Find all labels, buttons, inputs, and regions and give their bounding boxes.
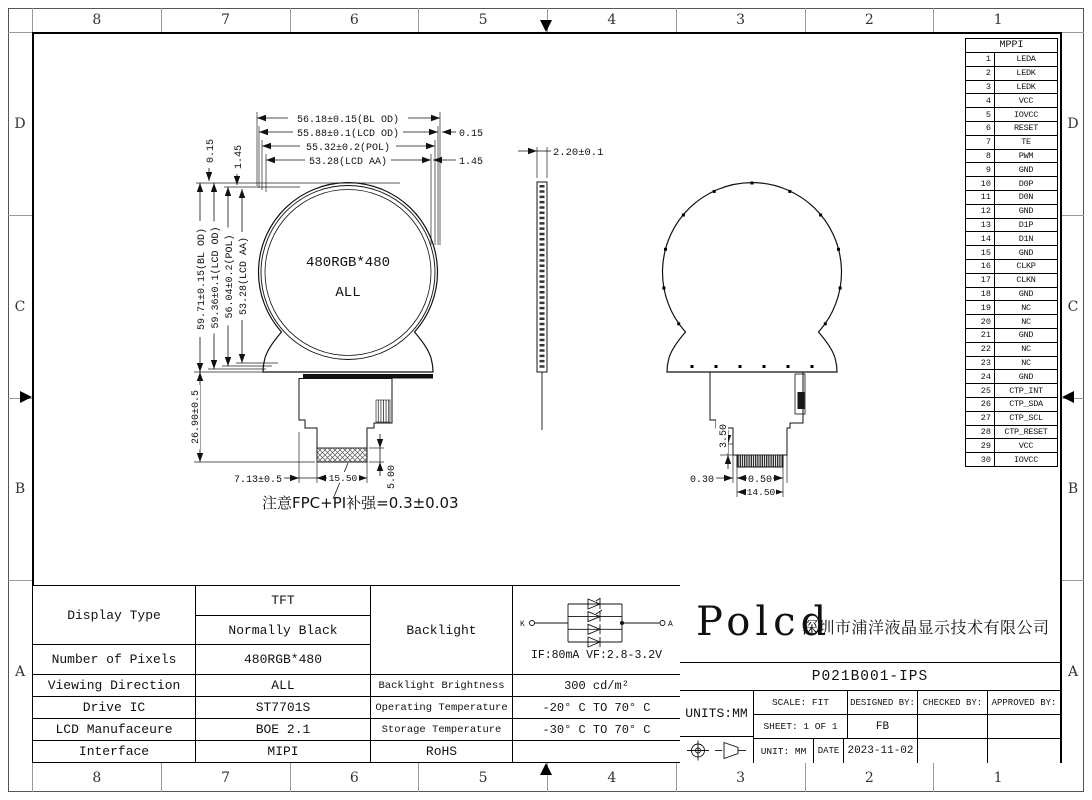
- designed-by-cell: DESIGNED BY:: [847, 690, 917, 714]
- pin-row: [966, 246, 1057, 260]
- pin-signal-name: LEDA: [1016, 54, 1036, 65]
- side-view: [518, 147, 603, 430]
- spec-st-temp-value: -30° C TO 70° C: [513, 719, 681, 741]
- spec-rohs-value: [513, 741, 681, 763]
- spec-op-temp-value: -20° C TO 70° C: [513, 697, 681, 719]
- pin-signal-name: GND: [1018, 247, 1034, 258]
- date-label-cell: DATE: [813, 738, 843, 763]
- backlight-spec-text: IF:80mA VF:2.8-3.2V: [530, 649, 663, 663]
- sheet-cell: SHEET: 1 OF 1: [753, 714, 847, 738]
- front-fpc-stiffener: [317, 448, 367, 462]
- pin-signal-name: NC: [1021, 357, 1031, 368]
- dim-bl-od-height: 59.71±0.15(BL OD): [197, 227, 208, 331]
- pin-number: 7: [966, 136, 995, 149]
- spec-manufacture-label: LCD Manufaceure: [33, 719, 196, 741]
- pin-number: 17: [966, 274, 995, 287]
- pin-table-title: MPPI: [966, 39, 1057, 53]
- pin-number: 10: [966, 177, 995, 190]
- pin-signal-name: D1N: [1018, 233, 1034, 244]
- dim-edge-right: 0.50: [747, 475, 773, 486]
- pin-signal-name: LEDK: [1016, 81, 1036, 92]
- back-view: [662, 182, 841, 499]
- spec-brightness-value: 300 cd/m²: [513, 675, 681, 697]
- pin-signal-name: GND: [1018, 371, 1034, 382]
- pin-number: 6: [966, 122, 995, 135]
- spec-rohs-label: RoHS: [371, 741, 513, 763]
- pin-number: 28: [966, 426, 995, 439]
- front-view: [188, 112, 483, 512]
- back-glass-outline: [663, 183, 842, 372]
- zone-number: 7: [161, 8, 290, 32]
- pin-number: 8: [966, 150, 995, 163]
- spec-brightness-label: Backlight Brightness: [371, 675, 513, 697]
- dim-lcd-od-height: 59.36±0.1(LCD OD): [211, 226, 222, 329]
- spec-pixels-value: 480RGB*480: [196, 645, 371, 675]
- pin-row: [966, 205, 1057, 219]
- front-viewing-label: ALL: [335, 285, 361, 301]
- pin-number: 27: [966, 412, 995, 425]
- pin-row: [966, 370, 1057, 384]
- projection-symbol-cell: [680, 736, 753, 763]
- spec-backlight-label: Backlight: [371, 586, 513, 675]
- pin-number: 16: [966, 260, 995, 273]
- zone-letter: D: [1062, 32, 1084, 215]
- backlight-terminal-a: A: [667, 620, 673, 630]
- pin-number: 26: [966, 398, 995, 411]
- dim-aa-height: 53.28(LCD AA): [239, 236, 250, 316]
- pin-row: [966, 177, 1057, 191]
- spec-viewing-value: ALL: [196, 675, 371, 697]
- pin-row: [966, 329, 1057, 343]
- company-name: 深圳市浦洋液晶显示技术有限公司: [802, 618, 1050, 637]
- dim-offset-145-top: 1.45: [234, 144, 245, 170]
- dim-back-fpc-width: 14.50: [746, 487, 776, 498]
- pin-row: [966, 398, 1057, 412]
- pin-row: [966, 219, 1057, 233]
- pin-number: 25: [966, 384, 995, 397]
- front-resolution-label: 480RGB*480: [305, 255, 391, 271]
- spec-op-temp-label: Operating Temperature: [371, 697, 513, 719]
- pin-number: 15: [966, 246, 995, 259]
- pin-row: [966, 453, 1057, 466]
- pin-signal-name: CLKP: [1016, 261, 1036, 272]
- pin-number: 21: [966, 329, 995, 342]
- dim-neck-height: 3.50: [719, 423, 730, 449]
- pin-row: [966, 439, 1057, 453]
- spec-display-type-value-1: TFT: [196, 586, 371, 616]
- pin-row: [966, 81, 1057, 95]
- pin-number: 1: [966, 53, 995, 66]
- zone-letter: A: [8, 580, 32, 763]
- part-number: P021B001-IPS: [680, 662, 1060, 690]
- pin-row: [966, 67, 1057, 81]
- pin-signal-name: RESET: [1013, 123, 1038, 134]
- pin-number: 4: [966, 94, 995, 107]
- pin-number: 13: [966, 219, 995, 232]
- pin-row: [966, 426, 1057, 440]
- spec-driveic-value: ST7701S: [196, 697, 371, 719]
- checked-value-cell: [917, 714, 987, 738]
- pin-signal-name: LEDK: [1016, 68, 1036, 79]
- checked-by-cell: CHECKED BY:: [917, 690, 987, 714]
- pin-number: 19: [966, 301, 995, 314]
- zone-number: 5: [418, 8, 547, 32]
- pin-signal-name: IOVCC: [1013, 454, 1038, 465]
- pin-row: [966, 163, 1057, 177]
- pin-row: [966, 94, 1057, 108]
- front-fpc-note: 注意FPC+PI补强=0.3±0.03: [262, 494, 459, 512]
- pin-number: 18: [966, 288, 995, 301]
- pin-signal-name: PWM: [1018, 150, 1034, 161]
- zone-letter: A: [1062, 580, 1084, 763]
- pin-row: [966, 315, 1057, 329]
- zone-number: 4: [547, 8, 676, 32]
- dim-pol-width: 55.32±0.2(POL): [305, 143, 391, 154]
- zone-number: 8: [32, 8, 161, 32]
- pin-number: 2: [966, 67, 995, 80]
- zone-number: 6: [290, 763, 419, 792]
- zone-number: 2: [805, 8, 934, 32]
- pin-row: [966, 122, 1057, 136]
- pin-row: [966, 274, 1057, 288]
- dim-fpc-length: 26.90±0.5: [191, 389, 202, 445]
- pin-signal-name: CLKN: [1016, 275, 1036, 286]
- zone-number: 1: [933, 763, 1062, 792]
- pin-signal-name: CTP_INT: [1009, 385, 1043, 396]
- pin-row: [966, 136, 1057, 150]
- title-block-logo-row: [680, 585, 1060, 662]
- pin-row: [966, 150, 1057, 164]
- pin-row: [966, 191, 1057, 205]
- pin-signal-name: D0N: [1018, 192, 1034, 203]
- front-fpc-connector: [376, 400, 390, 422]
- pin-signal-name: CTP_SDA: [1009, 399, 1043, 410]
- zone-number: 4: [547, 763, 676, 792]
- dim-pol-height: 56.04±0.2(POL): [225, 234, 236, 319]
- pin-number: 5: [966, 108, 995, 121]
- units-cell: UNITS:MM: [680, 690, 753, 736]
- zone-number: 7: [161, 763, 290, 792]
- dim-bl-od-width: 56.18±0.15(BL OD): [296, 115, 400, 126]
- spec-display-type-label: Display Type: [33, 586, 196, 645]
- zone-letter: B: [1062, 398, 1084, 581]
- first-angle-projection-icon: [682, 738, 752, 763]
- zone-number: 1: [933, 8, 1062, 32]
- pin-signal-name: VCC: [1018, 95, 1034, 106]
- pin-row: [966, 232, 1057, 246]
- zone-number: 6: [290, 8, 419, 32]
- unit-cell: UNIT: MM: [753, 738, 813, 763]
- title-block: [680, 585, 1060, 763]
- zone-letter: B: [8, 398, 32, 581]
- company-logo: Polcd: [696, 599, 832, 645]
- pin-number: 20: [966, 315, 995, 328]
- pin-row: [966, 384, 1057, 398]
- backlight-terminal-k: K: [519, 620, 525, 630]
- pin-signal-name: NC: [1021, 344, 1031, 355]
- pin-signal-name: GND: [1018, 164, 1034, 175]
- pin-signal-name: GND: [1018, 288, 1034, 299]
- date-value-cell: 2023-11-02: [843, 738, 917, 763]
- pin-row: [966, 412, 1057, 426]
- spec-viewing-label: Viewing Direction: [33, 675, 196, 697]
- backlight-circuit-icon: [518, 598, 676, 648]
- pin-number: 12: [966, 205, 995, 218]
- pin-row: [966, 108, 1057, 122]
- pin-number: 11: [966, 191, 995, 204]
- pin-number: 23: [966, 357, 995, 370]
- empty-cell-2: [987, 738, 1060, 763]
- zone-number: 8: [32, 763, 161, 792]
- spec-pixels-label: Number of Pixels: [33, 645, 196, 675]
- pin-signal-name: D0P: [1018, 178, 1034, 189]
- designer-initials-cell: FB: [847, 714, 917, 738]
- dim-fpc-offset: 7.13±0.5: [233, 475, 282, 486]
- pin-number: 22: [966, 343, 995, 356]
- zone-letter: C: [1062, 215, 1084, 398]
- pin-number: 14: [966, 232, 995, 245]
- spec-st-temp-label: Storage Temperature: [371, 719, 513, 741]
- zone-letter: C: [8, 215, 32, 398]
- zone-number: 3: [676, 763, 805, 792]
- front-glass-outline: [258, 183, 437, 372]
- spec-backlight-value: [513, 586, 681, 675]
- back-connector-component: [798, 392, 805, 409]
- spec-table: [32, 585, 681, 763]
- back-solder-dots: [662, 182, 841, 369]
- dim-lcd-od-width: 55.88±0.1(LCD OD): [296, 129, 400, 140]
- pin-number: 3: [966, 81, 995, 94]
- pin-signal-name: D1P: [1018, 219, 1034, 230]
- dim-aa-width: 53.28(LCD AA): [308, 157, 388, 168]
- approved-by-cell: APPROVED BY:: [987, 690, 1060, 714]
- pin-signal-name: VCC: [1018, 440, 1034, 451]
- pin-row: [966, 53, 1057, 67]
- pin-number: 29: [966, 439, 995, 452]
- pin-row: [966, 288, 1057, 302]
- pin-signal-name: GND: [1018, 206, 1034, 217]
- dim-offset-145-right: 1.45: [459, 157, 484, 168]
- pin-number: 24: [966, 370, 995, 383]
- zone-letter: D: [8, 32, 32, 215]
- pin-signal-name: TE: [1021, 137, 1031, 148]
- pin-signal-name: NC: [1021, 316, 1031, 327]
- pin-row: [966, 343, 1057, 357]
- pin-signal-name: CTP_SCL: [1009, 413, 1043, 424]
- pin-number: 9: [966, 163, 995, 176]
- pin-table: [965, 38, 1058, 467]
- zone-number: 2: [805, 763, 934, 792]
- pin-signal-name: NC: [1021, 302, 1031, 313]
- zone-number: 3: [676, 8, 805, 32]
- back-fpc-stiffener: [737, 455, 783, 467]
- scale-cell: SCALE: FIT: [753, 690, 847, 714]
- pin-signal-name: CTP_RESET: [1004, 426, 1048, 437]
- dim-offset-015-right: 0.15: [459, 129, 484, 140]
- pin-table-rows: [966, 53, 1057, 466]
- spec-display-type-value-2: Normally Black: [196, 615, 371, 645]
- dim-stiffener-width: 15.50: [328, 473, 358, 484]
- approved-value-cell: [987, 714, 1060, 738]
- dim-edge-left: 0.30: [689, 475, 714, 486]
- pin-row: [966, 301, 1057, 315]
- pin-row: [966, 260, 1057, 274]
- pin-row: [966, 357, 1057, 371]
- pin-signal-name: GND: [1018, 330, 1034, 341]
- pin-signal-name: IOVCC: [1013, 109, 1038, 120]
- dim-thickness: 2.20±0.1: [553, 147, 604, 159]
- dim-offset-015-top: 0.15: [206, 138, 217, 164]
- front-contact-bar: [303, 374, 433, 379]
- empty-cell-1: [917, 738, 987, 763]
- front-bottom-dim-lines: [284, 434, 380, 499]
- spec-interface-value: MIPI: [196, 741, 371, 763]
- spec-manufacture-value: BOE 2.1: [196, 719, 371, 741]
- pin-number: 30: [966, 453, 995, 466]
- spec-driveic-label: Drive IC: [33, 697, 196, 719]
- zone-number: 5: [418, 763, 547, 792]
- dim-stiffener-height: 5.00: [387, 464, 398, 490]
- spec-interface-label: Interface: [33, 741, 196, 763]
